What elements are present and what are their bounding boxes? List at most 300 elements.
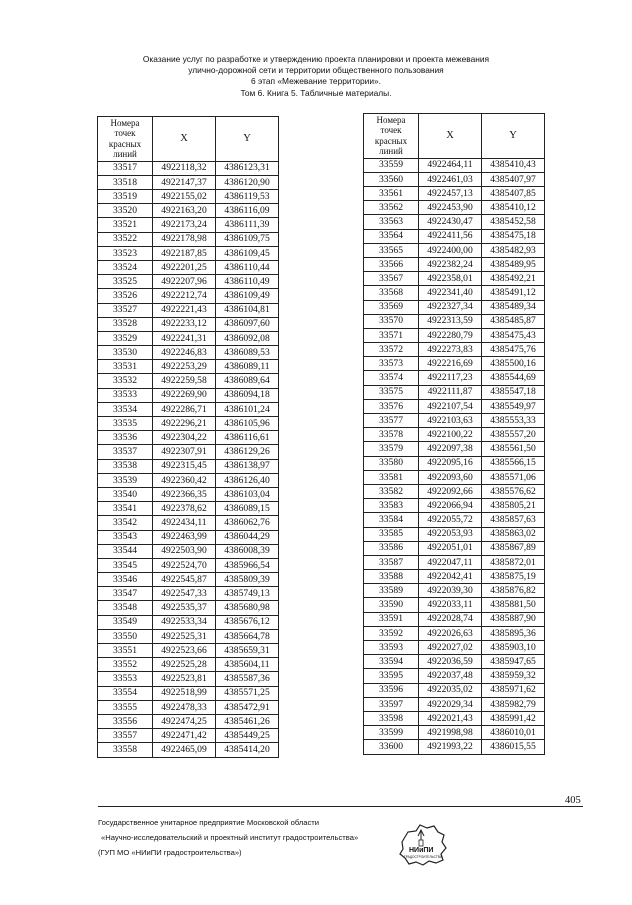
y-coordinate-cell: 4385991,42 xyxy=(482,711,545,725)
x-coordinate-cell: 4922163,20 xyxy=(153,204,216,218)
point-number-cell: 33572 xyxy=(364,343,419,357)
point-number-cell: 33558 xyxy=(98,743,153,757)
point-number-cell: 33600 xyxy=(364,740,419,754)
table-row xyxy=(364,399,545,413)
table-row xyxy=(364,272,545,286)
x-coordinate-cell: 4922039,30 xyxy=(419,584,482,598)
table-row xyxy=(364,300,545,314)
table-row xyxy=(364,697,545,711)
table-row xyxy=(98,502,279,516)
x-coordinate-cell: 4922280,79 xyxy=(419,328,482,342)
y-coordinate-cell: 4386089,11 xyxy=(216,360,279,374)
table-row xyxy=(98,218,279,232)
point-number-cell: 33553 xyxy=(98,672,153,686)
y-coordinate-cell: 4386109,49 xyxy=(216,289,279,303)
point-number-cell: 33576 xyxy=(364,399,419,413)
x-coordinate-cell: 4922092,66 xyxy=(419,484,482,498)
y-coordinate-cell: 4385475,76 xyxy=(482,343,545,357)
table-row xyxy=(364,683,545,697)
point-number-cell: 33568 xyxy=(364,286,419,300)
table-row xyxy=(98,544,279,558)
point-number-cell: 33536 xyxy=(98,431,153,445)
table-row xyxy=(98,275,279,289)
point-number-cell: 33586 xyxy=(364,541,419,555)
point-number-cell: 33560 xyxy=(364,172,419,186)
point-number-cell: 33578 xyxy=(364,428,419,442)
x-coordinate-cell: 4922471,42 xyxy=(153,729,216,743)
point-number-cell: 33590 xyxy=(364,598,419,612)
x-coordinate-cell: 4922051,01 xyxy=(419,541,482,555)
point-number-cell: 33562 xyxy=(364,201,419,215)
x-coordinate-cell: 4922029,34 xyxy=(419,697,482,711)
point-number-cell: 33526 xyxy=(98,289,153,303)
y-coordinate-cell: 4385895,36 xyxy=(482,626,545,640)
x-coordinate-cell: 4922378,62 xyxy=(153,502,216,516)
y-coordinate-cell: 4386015,55 xyxy=(482,740,545,754)
point-number-cell: 33589 xyxy=(364,584,419,598)
x-coordinate-cell: 4922103,63 xyxy=(419,414,482,428)
point-number-cell: 33535 xyxy=(98,417,153,431)
point-number-cell: 33547 xyxy=(98,587,153,601)
point-number-cell: 33528 xyxy=(98,317,153,331)
footer-line-3: (ГУП МО «НИиПИ градостроительства») xyxy=(98,848,242,857)
point-number-cell: 33522 xyxy=(98,232,153,246)
x-coordinate-cell: 4922241,31 xyxy=(153,331,216,345)
x-coordinate-cell: 4921993,22 xyxy=(419,740,482,754)
point-number-cell: 33542 xyxy=(98,516,153,530)
x-coordinate-cell: 4922055,72 xyxy=(419,513,482,527)
table-row xyxy=(364,414,545,428)
y-coordinate-cell: 4386110,49 xyxy=(216,275,279,289)
table-row xyxy=(98,530,279,544)
table-row xyxy=(98,615,279,629)
y-coordinate-cell: 4386062,76 xyxy=(216,516,279,530)
table-row xyxy=(364,215,545,229)
x-coordinate-cell: 4922296,21 xyxy=(153,417,216,431)
point-number-cell: 33519 xyxy=(98,190,153,204)
x-coordinate-cell: 4922525,31 xyxy=(153,629,216,643)
x-coordinate-cell: 4922259,58 xyxy=(153,374,216,388)
point-number-cell: 33557 xyxy=(98,729,153,743)
point-number-cell: 33561 xyxy=(364,187,419,201)
column-header-y: Y xyxy=(482,114,545,159)
y-coordinate-cell: 4385749,13 xyxy=(216,587,279,601)
y-coordinate-cell: 4386119,53 xyxy=(216,190,279,204)
table-row xyxy=(98,303,279,317)
y-coordinate-cell: 4385414,20 xyxy=(216,743,279,757)
point-number-cell: 33596 xyxy=(364,683,419,697)
table-row xyxy=(98,587,279,601)
x-coordinate-cell: 4922093,60 xyxy=(419,470,482,484)
table-row xyxy=(364,158,545,172)
y-coordinate-cell: 4385461,26 xyxy=(216,714,279,728)
x-coordinate-cell: 4922461,03 xyxy=(419,172,482,186)
point-number-cell: 33559 xyxy=(364,158,419,172)
x-coordinate-cell: 4922028,74 xyxy=(419,612,482,626)
point-number-cell: 33594 xyxy=(364,655,419,669)
table-row xyxy=(364,527,545,541)
y-coordinate-cell: 4385680,98 xyxy=(216,601,279,615)
table-body-right xyxy=(364,158,545,754)
point-number-cell: 33555 xyxy=(98,700,153,714)
header-line-2: улично-дорожной сети и территории общественного пользования xyxy=(188,65,444,76)
table-row xyxy=(98,374,279,388)
y-coordinate-cell: 4385547,18 xyxy=(482,385,545,399)
point-number-cell: 33544 xyxy=(98,544,153,558)
table-row xyxy=(364,201,545,215)
point-number-cell: 33583 xyxy=(364,499,419,513)
x-coordinate-cell: 4922035,02 xyxy=(419,683,482,697)
column-header-number-line: красных xyxy=(108,138,142,149)
column-header-number-line: Номера xyxy=(110,118,140,128)
y-coordinate-cell: 4385500,16 xyxy=(482,357,545,371)
y-coordinate-cell: 4385947,65 xyxy=(482,655,545,669)
y-coordinate-cell: 4386089,15 xyxy=(216,502,279,516)
table-row xyxy=(98,346,279,360)
point-number-cell: 33549 xyxy=(98,615,153,629)
table-row xyxy=(98,289,279,303)
point-number-cell: 33517 xyxy=(98,161,153,175)
point-number-cell: 33585 xyxy=(364,527,419,541)
point-number-cell: 33534 xyxy=(98,402,153,416)
x-coordinate-cell: 4922358,01 xyxy=(419,272,482,286)
point-number-cell: 33582 xyxy=(364,484,419,498)
table-row xyxy=(364,726,545,740)
point-number-cell: 33523 xyxy=(98,246,153,260)
y-coordinate-cell: 4386116,61 xyxy=(216,431,279,445)
x-coordinate-cell: 4922042,41 xyxy=(419,570,482,584)
y-coordinate-cell: 4386105,96 xyxy=(216,417,279,431)
table-row xyxy=(364,357,545,371)
table-row xyxy=(98,629,279,643)
x-coordinate-cell: 4922187,85 xyxy=(153,246,216,260)
x-coordinate-cell: 4922315,45 xyxy=(153,459,216,473)
header-line-4: Том 6. Книга 5. Табличные материалы. xyxy=(240,87,392,98)
point-number-cell: 33597 xyxy=(364,697,419,711)
y-coordinate-cell: 4386110,44 xyxy=(216,260,279,274)
y-coordinate-cell: 4385971,62 xyxy=(482,683,545,697)
table-row xyxy=(98,516,279,530)
y-coordinate-cell: 4385407,97 xyxy=(482,172,545,186)
y-coordinate-cell: 4386089,64 xyxy=(216,374,279,388)
point-number-cell: 33525 xyxy=(98,275,153,289)
x-coordinate-cell: 4922027,02 xyxy=(419,641,482,655)
y-coordinate-cell: 4385544,69 xyxy=(482,371,545,385)
x-coordinate-cell: 4922117,23 xyxy=(419,371,482,385)
column-header-number-line: линий xyxy=(113,149,137,160)
table-row xyxy=(98,402,279,416)
column-header-y: Y xyxy=(216,117,279,162)
footer xyxy=(98,815,358,860)
table-header-row xyxy=(98,117,279,162)
table-row xyxy=(98,558,279,572)
table-row xyxy=(364,456,545,470)
x-coordinate-cell: 4922523,66 xyxy=(153,644,216,658)
svg-text:НИиПИ: НИиПИ xyxy=(409,847,434,854)
table-row xyxy=(98,190,279,204)
table-row xyxy=(364,598,545,612)
x-coordinate-cell: 4922366,35 xyxy=(153,487,216,501)
y-coordinate-cell: 4385549,97 xyxy=(482,399,545,413)
point-number-cell: 33566 xyxy=(364,257,419,271)
y-coordinate-cell: 4386120,90 xyxy=(216,175,279,189)
table-row xyxy=(98,161,279,175)
x-coordinate-cell: 4922207,96 xyxy=(153,275,216,289)
x-coordinate-cell: 4922524,70 xyxy=(153,558,216,572)
x-coordinate-cell: 4922201,25 xyxy=(153,260,216,274)
point-number-cell: 33521 xyxy=(98,218,153,232)
point-number-cell: 33520 xyxy=(98,204,153,218)
x-coordinate-cell: 4922216,69 xyxy=(419,357,482,371)
y-coordinate-cell: 4385482,93 xyxy=(482,243,545,257)
point-number-cell: 33569 xyxy=(364,300,419,314)
point-number-cell: 33571 xyxy=(364,328,419,342)
table-row xyxy=(98,417,279,431)
x-coordinate-cell: 4922233,12 xyxy=(153,317,216,331)
table-row xyxy=(364,343,545,357)
column-header-number-line: Номера xyxy=(376,115,406,125)
y-coordinate-cell: 4385805,21 xyxy=(482,499,545,513)
y-coordinate-cell: 4385604,11 xyxy=(216,658,279,672)
table-row xyxy=(98,714,279,728)
table-row xyxy=(364,612,545,626)
table-row xyxy=(98,601,279,615)
table-row xyxy=(364,428,545,442)
y-coordinate-cell: 4385449,25 xyxy=(216,729,279,743)
table-body-left xyxy=(98,161,279,757)
point-number-cell: 33581 xyxy=(364,470,419,484)
y-coordinate-cell: 4385863,02 xyxy=(482,527,545,541)
table-row xyxy=(98,686,279,700)
point-number-cell: 33540 xyxy=(98,487,153,501)
table-row xyxy=(98,445,279,459)
point-number-cell: 33532 xyxy=(98,374,153,388)
point-number-cell: 33530 xyxy=(98,346,153,360)
y-coordinate-cell: 4386109,75 xyxy=(216,232,279,246)
x-coordinate-cell: 4922327,34 xyxy=(419,300,482,314)
point-number-cell: 33541 xyxy=(98,502,153,516)
x-coordinate-cell: 4922525,28 xyxy=(153,658,216,672)
x-coordinate-cell: 4922307,91 xyxy=(153,445,216,459)
y-coordinate-cell: 4385410,12 xyxy=(482,201,545,215)
footer-line-1: Государственное унитарное предприятие Московской области xyxy=(98,818,320,827)
table-row xyxy=(364,499,545,513)
point-number-cell: 33587 xyxy=(364,555,419,569)
point-number-cell: 33599 xyxy=(364,726,419,740)
table-row xyxy=(98,459,279,473)
table-row xyxy=(98,260,279,274)
point-number-cell: 33575 xyxy=(364,385,419,399)
x-coordinate-cell: 4922021,43 xyxy=(419,711,482,725)
point-number-cell: 33545 xyxy=(98,558,153,572)
x-coordinate-cell: 4922033,11 xyxy=(419,598,482,612)
y-coordinate-cell: 4385492,21 xyxy=(482,272,545,286)
point-number-cell: 33543 xyxy=(98,530,153,544)
point-number-cell: 33592 xyxy=(364,626,419,640)
table-row xyxy=(364,570,545,584)
y-coordinate-cell: 4386092,08 xyxy=(216,331,279,345)
table-row xyxy=(98,388,279,402)
point-number-cell: 33595 xyxy=(364,669,419,683)
column-header-number xyxy=(364,114,419,159)
y-coordinate-cell: 4385576,62 xyxy=(482,484,545,498)
table-row xyxy=(364,328,545,342)
x-coordinate-cell: 4922382,24 xyxy=(419,257,482,271)
x-coordinate-cell: 4922178,98 xyxy=(153,232,216,246)
point-number-cell: 33550 xyxy=(98,629,153,643)
point-number-cell: 33565 xyxy=(364,243,419,257)
table-row xyxy=(364,555,545,569)
y-coordinate-cell: 4385587,36 xyxy=(216,672,279,686)
y-coordinate-cell: 4386111,39 xyxy=(216,218,279,232)
y-coordinate-cell: 4386129,26 xyxy=(216,445,279,459)
table-row xyxy=(98,573,279,587)
x-coordinate-cell: 4922341,40 xyxy=(419,286,482,300)
x-coordinate-cell: 4922097,38 xyxy=(419,442,482,456)
y-coordinate-cell: 4386103,04 xyxy=(216,487,279,501)
table-row xyxy=(98,317,279,331)
table-row xyxy=(364,229,545,243)
y-coordinate-cell: 4386126,40 xyxy=(216,473,279,487)
table-row xyxy=(364,442,545,456)
point-number-cell: 33598 xyxy=(364,711,419,725)
y-coordinate-cell: 4385867,89 xyxy=(482,541,545,555)
point-number-cell: 33567 xyxy=(364,272,419,286)
y-coordinate-cell: 4385485,87 xyxy=(482,314,545,328)
x-coordinate-cell: 4922212,74 xyxy=(153,289,216,303)
document-header xyxy=(0,54,632,99)
point-number-cell: 33564 xyxy=(364,229,419,243)
x-coordinate-cell: 4922107,54 xyxy=(419,399,482,413)
x-coordinate-cell: 4922118,32 xyxy=(153,161,216,175)
point-number-cell: 33548 xyxy=(98,601,153,615)
point-number-cell: 33554 xyxy=(98,686,153,700)
point-number-cell: 33556 xyxy=(98,714,153,728)
point-number-cell: 33527 xyxy=(98,303,153,317)
x-coordinate-cell: 4922026,63 xyxy=(419,626,482,640)
table-row xyxy=(364,286,545,300)
column-header-number-line: точек xyxy=(380,125,402,136)
y-coordinate-cell: 4385809,39 xyxy=(216,573,279,587)
y-coordinate-cell: 4386097,60 xyxy=(216,317,279,331)
coordinates-table-left xyxy=(97,116,279,758)
institute-logo-icon xyxy=(396,822,450,868)
coordinates-table-right xyxy=(363,113,545,755)
point-number-cell: 33580 xyxy=(364,456,419,470)
point-number-cell: 33573 xyxy=(364,357,419,371)
y-coordinate-cell: 4385571,25 xyxy=(216,686,279,700)
x-coordinate-cell: 4922095,16 xyxy=(419,456,482,470)
table-row xyxy=(364,314,545,328)
y-coordinate-cell: 4386138,97 xyxy=(216,459,279,473)
y-coordinate-cell: 4385410,43 xyxy=(482,158,545,172)
table-row xyxy=(98,700,279,714)
x-coordinate-cell: 4922518,99 xyxy=(153,686,216,700)
table-row xyxy=(364,172,545,186)
table-row xyxy=(98,431,279,445)
point-number-cell: 33531 xyxy=(98,360,153,374)
x-coordinate-cell: 4922111,87 xyxy=(419,385,482,399)
point-number-cell: 33551 xyxy=(98,644,153,658)
y-coordinate-cell: 4385475,18 xyxy=(482,229,545,243)
y-coordinate-cell: 4385561,50 xyxy=(482,442,545,456)
column-header-number-line: точек xyxy=(114,128,136,139)
header-line-1: Оказание услуг по разработке и утверждению проекта планировки и проекта межевания xyxy=(142,54,490,64)
table-row xyxy=(98,487,279,501)
header-line-3: 6 этап «Межевание территории». xyxy=(251,76,381,87)
table-row xyxy=(364,187,545,201)
table-row xyxy=(98,473,279,487)
table-row xyxy=(364,541,545,555)
table-row xyxy=(98,232,279,246)
x-coordinate-cell: 4922535,37 xyxy=(153,601,216,615)
point-number-cell: 33584 xyxy=(364,513,419,527)
x-coordinate-cell: 4922474,25 xyxy=(153,714,216,728)
y-coordinate-cell: 4385872,01 xyxy=(482,555,545,569)
point-number-cell: 33518 xyxy=(98,175,153,189)
point-number-cell: 33533 xyxy=(98,388,153,402)
svg-text:ГРАДОСТРОИТЕЛЬСТВА: ГРАДОСТРОИТЕЛЬСТВА xyxy=(404,855,442,859)
y-coordinate-cell: 4385659,31 xyxy=(216,644,279,658)
table-row xyxy=(98,175,279,189)
table-row xyxy=(364,626,545,640)
table-row xyxy=(98,360,279,374)
y-coordinate-cell: 4385491,12 xyxy=(482,286,545,300)
page-number: 405 xyxy=(565,795,581,806)
y-coordinate-cell: 4386109,45 xyxy=(216,246,279,260)
point-number-cell: 33574 xyxy=(364,371,419,385)
y-coordinate-cell: 4386116,09 xyxy=(216,204,279,218)
table-row xyxy=(98,644,279,658)
table-row xyxy=(98,658,279,672)
point-number-cell: 33539 xyxy=(98,473,153,487)
x-coordinate-cell: 4922400,00 xyxy=(419,243,482,257)
x-coordinate-cell: 4922430,47 xyxy=(419,215,482,229)
x-coordinate-cell: 4922155,02 xyxy=(153,190,216,204)
point-number-cell: 33552 xyxy=(98,658,153,672)
y-coordinate-cell: 4386123,31 xyxy=(216,161,279,175)
footer-divider xyxy=(98,806,583,807)
y-coordinate-cell: 4385489,95 xyxy=(482,257,545,271)
x-coordinate-cell: 4922523,81 xyxy=(153,672,216,686)
y-coordinate-cell: 4385407,85 xyxy=(482,187,545,201)
table-row xyxy=(364,257,545,271)
point-number-cell: 33546 xyxy=(98,573,153,587)
point-number-cell: 33579 xyxy=(364,442,419,456)
y-coordinate-cell: 4385571,06 xyxy=(482,470,545,484)
column-header-number-line: красных xyxy=(374,135,408,146)
point-number-cell: 33588 xyxy=(364,570,419,584)
y-coordinate-cell: 4385676,12 xyxy=(216,615,279,629)
x-coordinate-cell: 4922047,11 xyxy=(419,555,482,569)
x-coordinate-cell: 4922360,42 xyxy=(153,473,216,487)
y-coordinate-cell: 4385959,32 xyxy=(482,669,545,683)
y-coordinate-cell: 4385472,91 xyxy=(216,700,279,714)
y-coordinate-cell: 4385881,50 xyxy=(482,598,545,612)
x-coordinate-cell: 4921998,98 xyxy=(419,726,482,740)
x-coordinate-cell: 4922100,22 xyxy=(419,428,482,442)
point-number-cell: 33524 xyxy=(98,260,153,274)
y-coordinate-cell: 4385966,54 xyxy=(216,558,279,572)
footer-line-2: «Научно-исследовательский и проектный институт градостроительства» xyxy=(101,833,359,842)
x-coordinate-cell: 4922286,71 xyxy=(153,402,216,416)
point-number-cell: 33563 xyxy=(364,215,419,229)
y-coordinate-cell: 4385553,33 xyxy=(482,414,545,428)
table-row xyxy=(98,743,279,757)
x-coordinate-cell: 4922253,29 xyxy=(153,360,216,374)
y-coordinate-cell: 4385982,79 xyxy=(482,697,545,711)
table-row xyxy=(364,385,545,399)
